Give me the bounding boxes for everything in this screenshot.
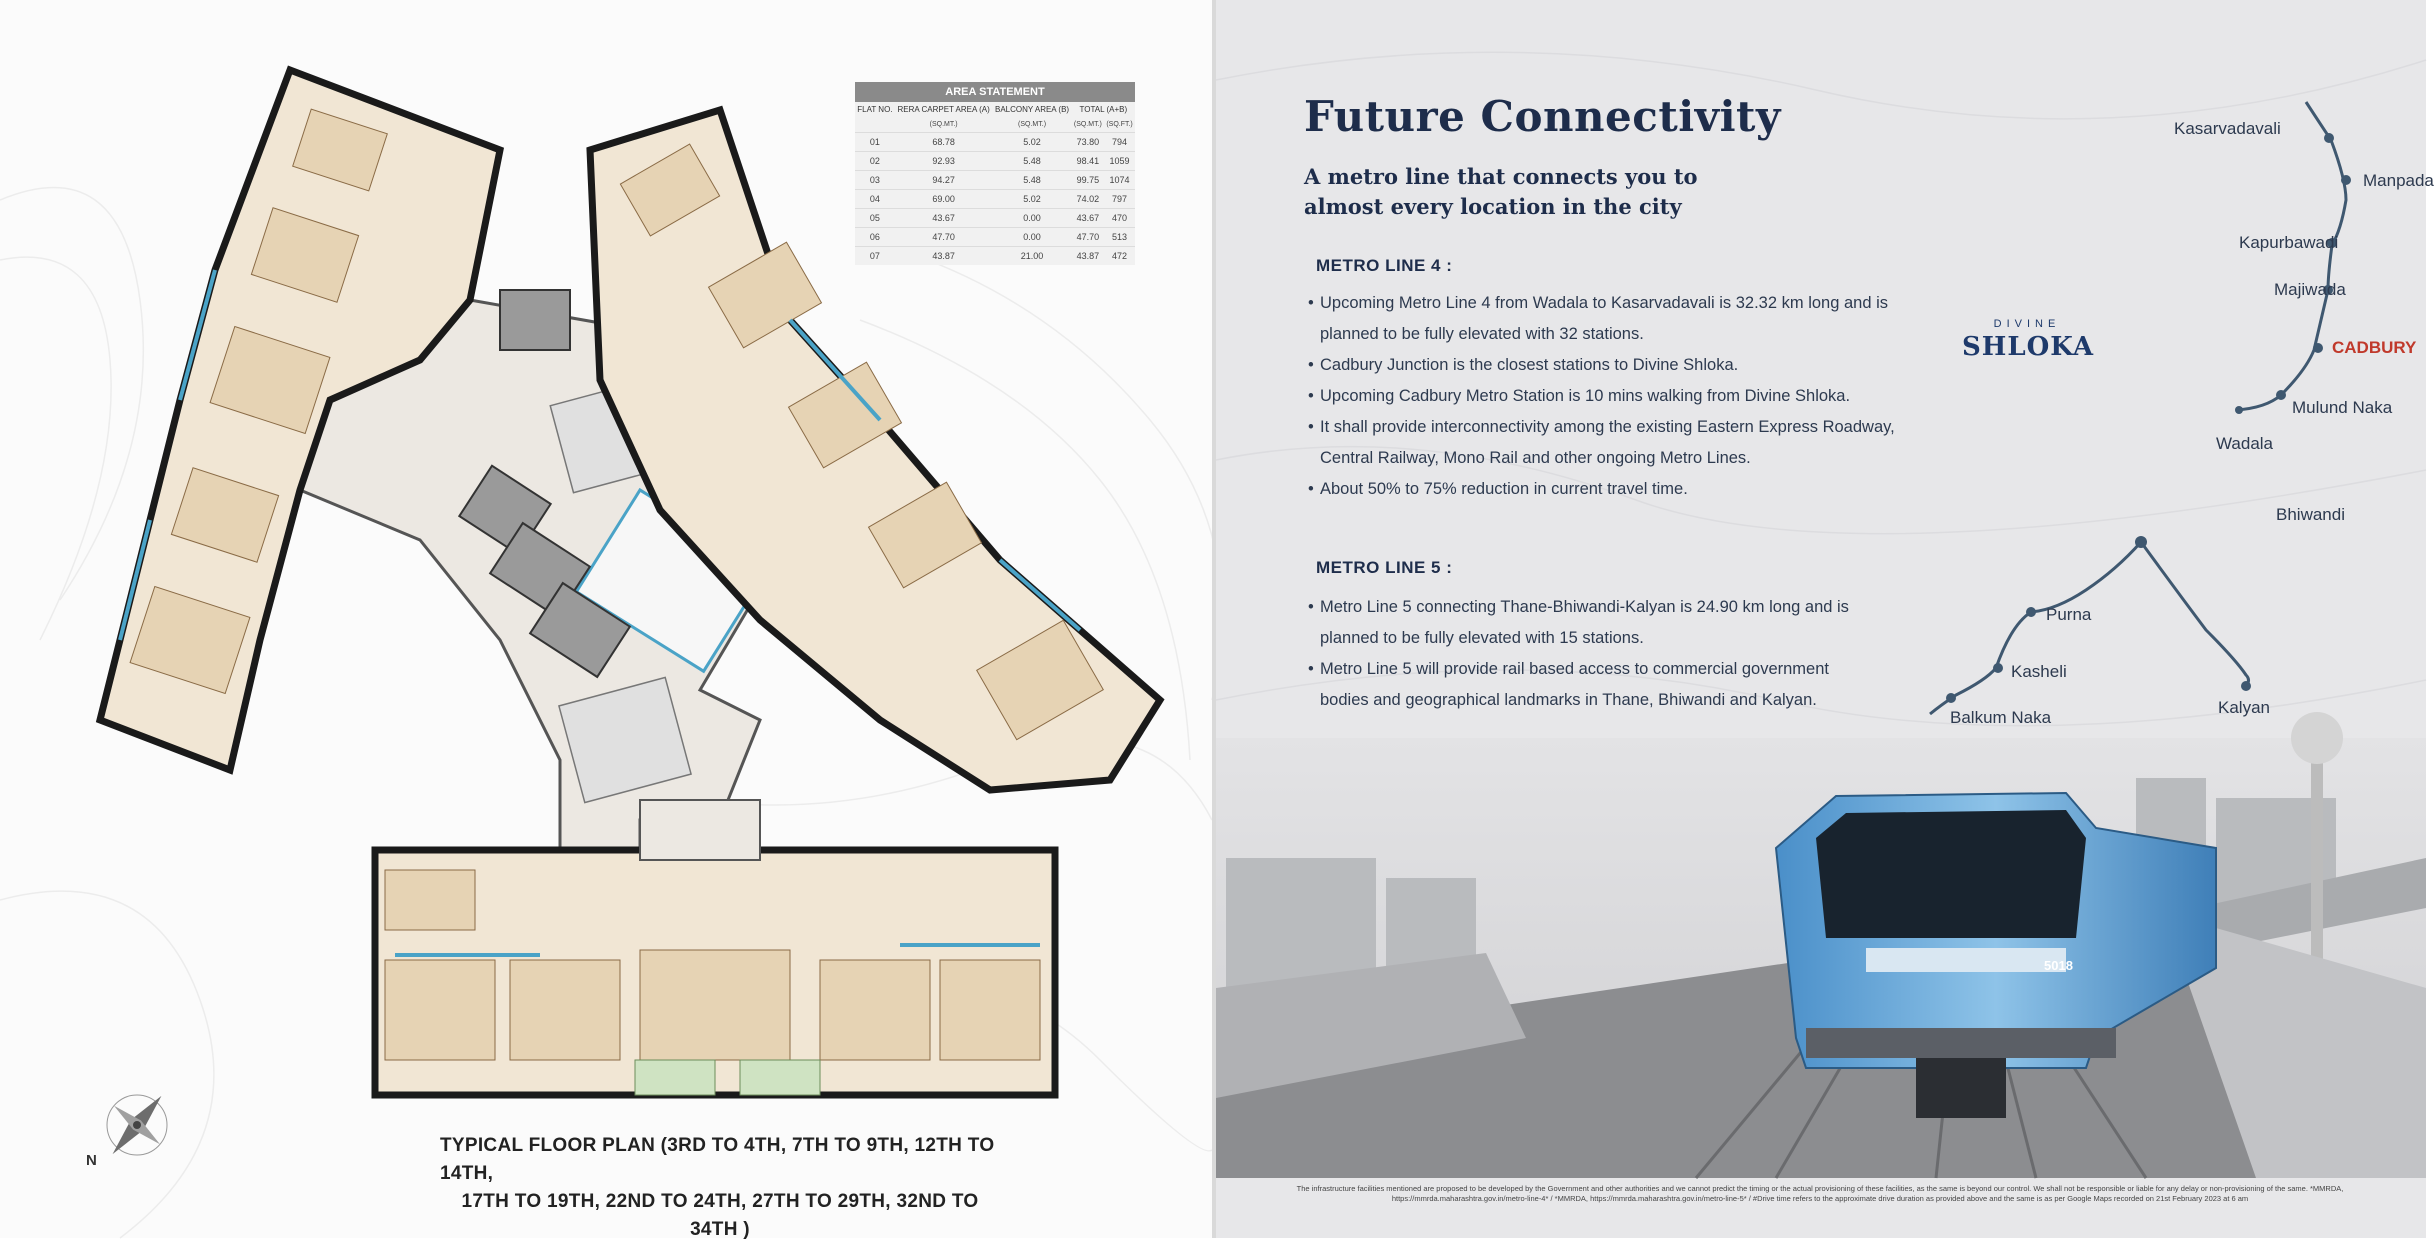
table-cell: 03 xyxy=(855,171,895,190)
table-cell: 5.02 xyxy=(992,190,1071,209)
station-dot-cadbury xyxy=(2313,343,2323,353)
table-header: RERA CARPET AREA (A) xyxy=(897,105,990,114)
station-label-purna: Purna xyxy=(2046,605,2092,624)
floor-plan-title xyxy=(440,1132,1000,1244)
table-cell: 73.80 xyxy=(1072,133,1104,152)
table-cell: 01 xyxy=(855,133,895,152)
table-header: BALCONY AREA (B) xyxy=(994,105,1070,114)
floor-plan-title-line2: 17TH TO 19TH, 22ND TO 24TH, 27TH TO 29TH, 32ND TO 34TH ) xyxy=(461,1191,979,1240)
table-cell: 74.02 xyxy=(1072,190,1104,209)
logo-top-text: DIVINE xyxy=(1993,318,2061,330)
table-row xyxy=(855,247,1135,266)
table-row xyxy=(855,152,1135,171)
table-cell: 43.87 xyxy=(1072,247,1104,266)
table-cell: 43.67 xyxy=(895,209,993,228)
station-dot-kasheli xyxy=(1993,663,2003,673)
bottom-wing xyxy=(375,850,1055,1095)
station-dot-kalyan xyxy=(2241,681,2251,691)
table-unit: (SQ.MT.) xyxy=(929,121,958,128)
bullet-item: • Metro Line 5 connecting Thane-Bhiwandi-Kalyan is 24.90 km long and is xyxy=(1308,592,1948,623)
table-cell: 21.00 xyxy=(992,247,1071,266)
metro-line-4-route xyxy=(2236,102,2346,410)
bullet-item-continued: bodies and geographical landmarks in Thane, Bhiwandi and Kalyan. xyxy=(1320,691,1817,709)
compass-icon xyxy=(106,1091,167,1160)
bullet-item: • Upcoming Cadbury Metro Station is 10 mins walking from Divine Shloka. xyxy=(1308,381,1948,412)
station-label-manpada: Manpada xyxy=(2363,171,2434,190)
table-unit: (SQ.MT.) xyxy=(1073,121,1102,128)
station-label-kasheli: Kasheli xyxy=(2011,662,2067,681)
table-cell: 07 xyxy=(855,247,895,266)
table-cell: 94.27 xyxy=(895,171,993,190)
area-statement-title: AREA STATEMENT xyxy=(855,82,1135,102)
table-cell: 98.41 xyxy=(1072,152,1104,171)
table-cell: 47.70 xyxy=(895,228,993,247)
station-label-mulund: Mulund Naka xyxy=(2292,398,2393,417)
table-cell: 43.87 xyxy=(895,247,993,266)
table-cell: 5.48 xyxy=(992,171,1071,190)
metro-line-5-heading: METRO LINE 5 : xyxy=(1316,558,1453,577)
metro-line-4-bullets xyxy=(1308,288,1948,505)
table-cell: 1059 xyxy=(1104,152,1135,171)
table-cell: 92.93 xyxy=(895,152,993,171)
section-subtitle: A metro line that connects you to almost every location in the city xyxy=(1304,164,1698,219)
table-row xyxy=(855,171,1135,190)
bullet-item: • Cadbury Junction is the closest stations to Divine Shloka. xyxy=(1308,350,1948,381)
floor-plan-page xyxy=(0,0,1212,1238)
metro-line-5-branch xyxy=(2141,542,2249,686)
station-dot-manpada xyxy=(2341,175,2351,185)
station-dot-balkum xyxy=(1946,693,1956,703)
station-label-cadbury: CADBURY xyxy=(2332,338,2417,357)
station-dot-bhiwandi xyxy=(2135,536,2147,548)
table-cell: 0.00 xyxy=(992,209,1071,228)
table-unit: (SQ.MT.) xyxy=(1018,121,1047,128)
section-title: Future Connectivity xyxy=(1304,92,1781,141)
table-cell: 472 xyxy=(1104,247,1135,266)
floor-plan-title-line1: TYPICAL FLOOR PLAN (3RD TO 4TH, 7TH TO 9TH, 12TH TO 14TH, xyxy=(440,1135,995,1184)
bullet-item: • It shall provide interconnectivity among the existing Eastern Express Roadway, xyxy=(1308,412,1948,443)
table-row xyxy=(855,133,1135,152)
table-row xyxy=(855,209,1135,228)
metro-line-5-route xyxy=(1930,542,2141,714)
table-units-row xyxy=(855,117,1135,133)
table-cell: 05 xyxy=(855,209,895,228)
station-label-bhiwandi: Bhiwandi xyxy=(2276,505,2345,524)
table-header-row xyxy=(855,102,1135,117)
table-header: FLAT NO. xyxy=(857,105,893,114)
table-cell: 68.78 xyxy=(895,133,993,152)
metro-line-5-bullets xyxy=(1308,592,1948,716)
table-cell: 02 xyxy=(855,152,895,171)
station-dot-purna xyxy=(2026,607,2036,617)
station-dot-wadala xyxy=(2235,406,2243,414)
table-cell: 794 xyxy=(1104,133,1135,152)
table-cell: 04 xyxy=(855,190,895,209)
train-number: 5018 xyxy=(2044,958,2073,973)
table-cell: 47.70 xyxy=(1072,228,1104,247)
station-dot-kasarvadavali xyxy=(2324,133,2334,143)
station-label-kalyan: Kalyan xyxy=(2218,698,2270,717)
table-unit: (SQ.FT.) xyxy=(1106,121,1133,128)
station-label-wadala: Wadala xyxy=(2216,434,2274,453)
logo-main-text: SHLOKA xyxy=(1962,332,2094,362)
table-cell: 0.00 xyxy=(992,228,1071,247)
table-body xyxy=(855,133,1135,266)
metro-line-4-heading: METRO LINE 4 : xyxy=(1316,256,1453,275)
metro-train-photo xyxy=(1216,738,2426,1178)
bullet-item: • About 50% to 75% reduction in current travel time. xyxy=(1308,474,1948,505)
bullet-item-continued: planned to be fully elevated with 32 stations. xyxy=(1320,325,1644,343)
table-cell: 5.02 xyxy=(992,133,1071,152)
table-cell: 1074 xyxy=(1104,171,1135,190)
area-statement-table xyxy=(855,82,1135,265)
station-label-kapurbawadi: Kapurbawadi xyxy=(2239,233,2339,252)
table-cell: 470 xyxy=(1104,209,1135,228)
station-label-kasarvadavali: Kasarvadavali xyxy=(2174,119,2281,138)
table-cell: 69.00 xyxy=(895,190,993,209)
connectivity-page xyxy=(1216,0,2434,1238)
table-cell: 797 xyxy=(1104,190,1135,209)
table-header: TOTAL (A+B) xyxy=(1079,105,1128,114)
station-label-balkum: Balkum Naka xyxy=(1950,708,2052,727)
bullet-item-continued: Central Railway, Mono Rail and other ongoing Metro Lines. xyxy=(1320,449,1751,467)
bullet-item-continued: planned to be fully elevated with 15 stations. xyxy=(1320,629,1644,647)
disclaimer-text: The infrastructure facilities mentioned are proposed to be developed by the Government and other authorities and we cannot predict the timing or the actual provisioning of these facilities, as the same is beyond our control. We shall not be responsible or liable for any delay or non-provisioning of the same. *MMRDA, https://mmrda.maharashtra.gov.in/metro-line-4* / *MMRDA, https://mmrda.maharashtra.gov.in/metro-line-5* / #Drive time refers to the approximate drive duration as provided above and the same is as per Google Maps recorded on 21st February 2023 at 6 am xyxy=(1296,1184,2344,1203)
bullet-item: • Upcoming Metro Line 4 from Wadala to Kasarvadavali is 32.32 km long and is xyxy=(1308,288,1948,319)
table-cell: 513 xyxy=(1104,228,1135,247)
table-unit xyxy=(855,117,895,133)
table-row xyxy=(855,228,1135,247)
compass-label: N xyxy=(86,1152,97,1169)
table-cell: 06 xyxy=(855,228,895,247)
station-dot-mulund xyxy=(2276,390,2286,400)
divine-shloka-logo xyxy=(1962,318,2092,362)
table-cell: 99.75 xyxy=(1072,171,1104,190)
table-cell: 5.48 xyxy=(992,152,1071,171)
table-row xyxy=(855,190,1135,209)
bullet-item: • Metro Line 5 will provide rail based access to commercial government xyxy=(1308,654,1948,685)
table-cell: 43.67 xyxy=(1072,209,1104,228)
lobby xyxy=(640,800,760,860)
station-label-majiwada: Majiwada xyxy=(2274,280,2346,299)
